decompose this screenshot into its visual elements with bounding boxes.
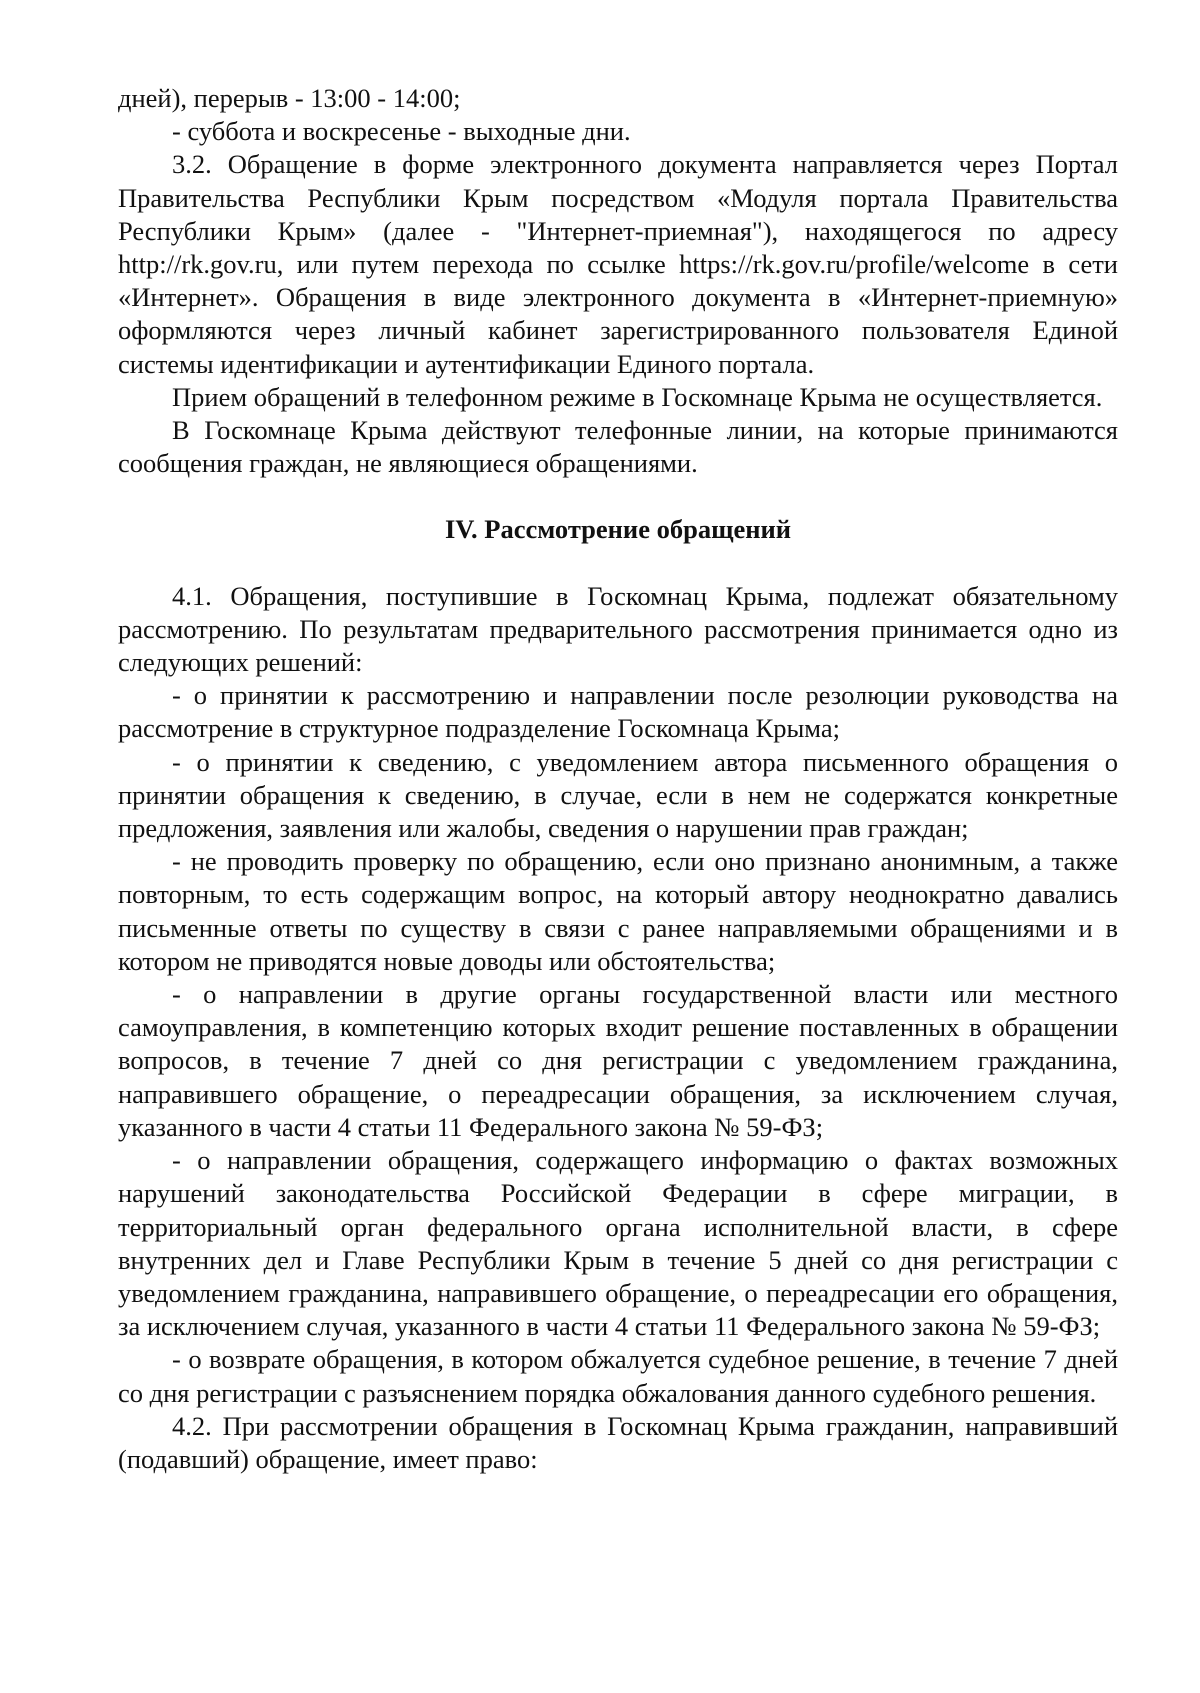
section-heading: IV. Рассмотрение обращений: [444, 514, 792, 545]
paragraph: Прием обращений в телефонном режиме в Госкомнаце Крыма не осуществляется.: [172, 381, 1103, 412]
paragraph: - о направлении в другие органы государственной власти или местного самоуправления, в компетенцию которых входит решение поставленных в обращении вопросов, в течение 7 дней со дня регистрации с уведомлением гражданина, направившего обращение, о переадресации обращения, за исключением случая, указанного в части 4 статьи 11 Федерального закона № 59-ФЗ;: [118, 979, 1118, 1142]
paragraph: - суббота и воскресенье - выходные дни.: [172, 116, 631, 147]
paragraph: - о возврате обращения, в котором обжалуется судебное решение, в течение 7 дней со дня регистрации с разъяснением порядка обжалования данного судебного решения.: [118, 1344, 1118, 1408]
paragraph: 3.2. Обращение в форме электронного документа направляется через Портал Правительства Республики Крым посредством «Модуля портала Правительства Республики Крым» (далее - "Интернет-приемная"), находящегося по адресу http://rk.gov.ru, или путем перехода по ссылке https://rk.gov.ru/profile/welcome в сети «Интернет». Обращения в виде электронного документа в «Интернет-приемную» оформляются через личный кабинет зарегистрированного пользователя Единой системы идентификации и аутентификации Единого портала.: [118, 149, 1118, 379]
paragraph: - о направлении обращения, содержащего информацию о фактах возможных нарушений законодательства Российской Федерации в сфере миграции, в территориальный орган федерального органа исполнительной власти, в сфере внутренних дел и Главе Республики Крым в течение 5 дней со дня регистрации с уведомлением гражданина, направившего обращение, о переадресации его обращения, за исключением случая, указанного в части 4 статьи 11 Федерального закона № 59-ФЗ;: [118, 1145, 1118, 1342]
paragraph: 4.1. Обращения, поступившие в Госкомнац Крыма, подлежат обязательному рассмотрению. По результатам предварительного рассмотрения принимается одно из следующих решений:: [118, 580, 1118, 678]
paragraph: дней), перерыв - 13:00 - 14:00;: [118, 83, 461, 113]
paragraph: - о принятии к рассмотрению и направлении после резолюции руководства на рассмотрение в структурное подразделение Госкомнаца Крыма;: [118, 680, 1118, 744]
paragraph: В Госкомнаце Крыма действуют телефонные линии, на которые принимаются сообщения граждан, не являющиеся обращениями.: [118, 415, 1118, 479]
paragraph: 4.2. При рассмотрении обращения в Госкомнац Крыма гражданин, направивший (подавший) обращение, имеет право:: [118, 1410, 1118, 1474]
paragraphs-after-heading: [118, 580, 1118, 1476]
paragraphs-before-heading: [118, 82, 1118, 480]
paragraph: - не проводить проверку по обращению, если оно признано анонимным, а также повторным, то есть содержащим вопрос, на который автору неоднократно давались письменные ответы по существу в связи с ранее направляемыми обращениями и в котором не приводятся новые доводы или обстоятельства;: [118, 846, 1118, 976]
paragraph: - о принятии к сведению, с уведомлением автора письменного обращения о принятии обращения к сведению, в случае, если в нем не содержатся конкретные предложения, заявления или жалобы, сведения о нарушении прав граждан;: [118, 746, 1118, 844]
document-body: [118, 82, 1118, 1476]
